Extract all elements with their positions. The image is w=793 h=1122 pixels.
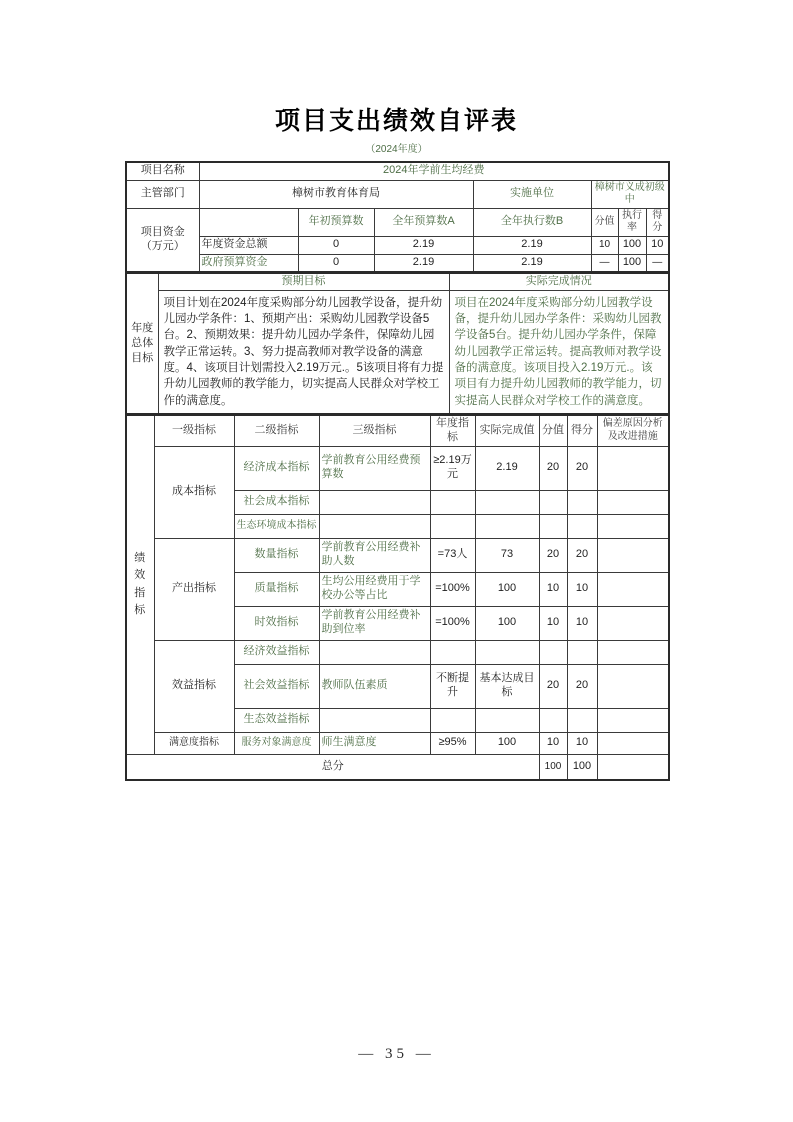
funds-header-score: 得分 bbox=[646, 208, 669, 236]
score-value: 20 bbox=[567, 446, 597, 490]
funds-score: 10 bbox=[646, 236, 669, 254]
indicators-section-label-cell bbox=[126, 415, 154, 754]
level3-label: 教师队伍素质 bbox=[319, 664, 430, 708]
blank-cell bbox=[199, 208, 298, 236]
funds-rate: 100 bbox=[618, 236, 646, 254]
points-value: 10 bbox=[539, 572, 567, 606]
level3-label bbox=[319, 708, 430, 732]
header-score: 得分 bbox=[567, 415, 597, 446]
indicators-header-row bbox=[126, 415, 669, 446]
annual-target: =100% bbox=[430, 572, 475, 606]
expected-goal-text: 项目计划在2024年度采购部分幼儿园教学设备，提升幼儿园办学条件：1、预期产出：采购幼儿园教学设备5台。2、预期效果：提升幼儿园办学条件，保障幼儿园教学正常运转。3、努力提高教师对教学设备的满意度。4、该项目计划需投入2.19万元.。5该项目将有力提升幼儿园教师的教学能力，切实提高人民群众对学校工作的满意度。 bbox=[158, 290, 449, 414]
actual-value bbox=[475, 514, 539, 538]
score-value: 20 bbox=[567, 664, 597, 708]
level3-label: 学前教育公用经费预算数 bbox=[319, 446, 430, 490]
actual-value: 2.19 bbox=[475, 446, 539, 490]
deviation-cell bbox=[597, 490, 669, 514]
funds-header-points: 分值 bbox=[591, 208, 618, 236]
document-title: 项目支出绩效自评表 bbox=[274, 107, 518, 135]
funds-points: 10 bbox=[591, 236, 618, 254]
actual-value: 100 bbox=[475, 572, 539, 606]
level2-label: 数量指标 bbox=[234, 538, 319, 572]
deviation-cell bbox=[597, 708, 669, 732]
project-name-value: 2024年学前生均经费 bbox=[199, 162, 669, 180]
department-row bbox=[126, 180, 669, 208]
level3-label: 学前教育公用经费补助人数 bbox=[319, 538, 430, 572]
document-subtitle: （2024年度） bbox=[365, 144, 428, 155]
funds-header-annual-budget: 全年预算数A bbox=[374, 208, 473, 236]
points-value: 20 bbox=[539, 664, 567, 708]
header-deviation: 偏差原因分析及改进措施 bbox=[597, 415, 669, 446]
level2-label: 生态环境成本指标 bbox=[234, 514, 319, 538]
indicators-section-label: 绩效指标 bbox=[134, 551, 147, 617]
annual-target bbox=[430, 640, 475, 664]
actual-value: 100 bbox=[475, 606, 539, 640]
actual-value bbox=[475, 490, 539, 514]
level2-label: 时效指标 bbox=[234, 606, 319, 640]
annual-target bbox=[430, 490, 475, 514]
header-level3: 三级指标 bbox=[319, 415, 430, 446]
deviation-cell bbox=[597, 572, 669, 606]
deviation-cell bbox=[597, 732, 669, 754]
project-name-row bbox=[126, 162, 669, 180]
deviation-cell bbox=[597, 754, 669, 780]
actual-value bbox=[475, 708, 539, 732]
points-value: 10 bbox=[539, 732, 567, 754]
department-label: 主管部门 bbox=[126, 180, 199, 208]
annual-target: 不断提升 bbox=[430, 664, 475, 708]
funds-rate: 100 bbox=[618, 254, 646, 272]
funds-label-line2: （万元） bbox=[140, 239, 185, 252]
level1-benefit: 效益指标 bbox=[154, 640, 234, 732]
score-value bbox=[567, 490, 597, 514]
department-value: 樟树市教育体育局 bbox=[199, 180, 473, 208]
level3-label bbox=[319, 514, 430, 538]
level2-label: 经济成本指标 bbox=[234, 446, 319, 490]
goal-header-row bbox=[126, 273, 669, 290]
page-number: — 35 — bbox=[358, 1046, 435, 1062]
header-level2: 二级指标 bbox=[234, 415, 319, 446]
annual-target: ≥2.19万元 bbox=[430, 446, 475, 490]
level1-satisfaction: 满意度指标 bbox=[154, 732, 234, 754]
level3-label: 学前教育公用经费补助到位率 bbox=[319, 606, 430, 640]
points-value bbox=[539, 640, 567, 664]
annual-target bbox=[430, 708, 475, 732]
points-value: 10 bbox=[539, 606, 567, 640]
implement-unit-label: 实施单位 bbox=[473, 180, 591, 208]
funds-points: — bbox=[591, 254, 618, 272]
actual-completion-header: 实际完成情况 bbox=[449, 273, 669, 290]
score-value bbox=[567, 514, 597, 538]
funds-row-government-budget bbox=[126, 254, 669, 272]
project-name-label: 项目名称 bbox=[126, 162, 199, 180]
score-value: 10 bbox=[567, 606, 597, 640]
points-value: 20 bbox=[539, 446, 567, 490]
level3-label bbox=[319, 490, 430, 514]
level2-label: 经济效益指标 bbox=[234, 640, 319, 664]
deviation-cell bbox=[597, 514, 669, 538]
points-value bbox=[539, 490, 567, 514]
level3-label: 师生满意度 bbox=[319, 732, 430, 754]
header-actual: 实际完成值 bbox=[475, 415, 539, 446]
indicators-table bbox=[125, 414, 670, 781]
score-value: 10 bbox=[567, 572, 597, 606]
deviation-cell bbox=[597, 640, 669, 664]
funds-row-annual-total bbox=[126, 236, 669, 254]
expected-goal-header: 预期目标 bbox=[158, 273, 449, 290]
level2-label: 质量指标 bbox=[234, 572, 319, 606]
deviation-cell bbox=[597, 538, 669, 572]
indicator-row bbox=[126, 640, 669, 664]
indicator-row bbox=[126, 538, 669, 572]
actual-value: 73 bbox=[475, 538, 539, 572]
deviation-cell bbox=[597, 446, 669, 490]
level2-label: 社会成本指标 bbox=[234, 490, 319, 514]
score-value: 20 bbox=[567, 538, 597, 572]
level2-label: 社会效益指标 bbox=[234, 664, 319, 708]
funds-executed: 2.19 bbox=[473, 254, 591, 272]
actual-value: 基本达成目标 bbox=[475, 664, 539, 708]
score-value: 10 bbox=[567, 732, 597, 754]
actual-value: 100 bbox=[475, 732, 539, 754]
level3-label: 生均公用经费用于学校办公等占比 bbox=[319, 572, 430, 606]
total-points-value: 100 bbox=[539, 754, 567, 780]
header-annual: 年度指标 bbox=[430, 415, 475, 446]
document-page bbox=[125, 0, 668, 781]
funds-header-row bbox=[126, 208, 669, 236]
indicator-row bbox=[126, 446, 669, 490]
funds-initial-budget: 0 bbox=[298, 236, 374, 254]
goal-section-label: 年度总体目标 bbox=[131, 322, 154, 364]
actual-value bbox=[475, 640, 539, 664]
indicator-row bbox=[126, 732, 669, 754]
funds-row-label: 政府预算资金 bbox=[199, 254, 298, 272]
level1-output: 产出指标 bbox=[154, 538, 234, 640]
header-level1: 一级指标 bbox=[154, 415, 234, 446]
total-score-label: 总分 bbox=[126, 754, 539, 780]
level2-label: 服务对象满意度 bbox=[234, 732, 319, 754]
annual-target: =100% bbox=[430, 606, 475, 640]
funds-executed: 2.19 bbox=[473, 236, 591, 254]
funds-initial-budget: 0 bbox=[298, 254, 374, 272]
score-value bbox=[567, 708, 597, 732]
annual-target: =73人 bbox=[430, 538, 475, 572]
total-score-value: 100 bbox=[567, 754, 597, 780]
deviation-cell bbox=[597, 664, 669, 708]
annual-target: ≥95% bbox=[430, 732, 475, 754]
funds-score: — bbox=[646, 254, 669, 272]
funds-header-initial-budget: 年初预算数 bbox=[298, 208, 374, 236]
goal-body-row bbox=[126, 290, 669, 414]
level2-label: 生态效益指标 bbox=[234, 708, 319, 732]
goal-section-label-cell bbox=[126, 273, 158, 414]
funds-header-executed: 全年执行数B bbox=[473, 208, 591, 236]
total-score-row bbox=[126, 754, 669, 780]
deviation-cell bbox=[597, 606, 669, 640]
annual-goal-table bbox=[125, 272, 670, 415]
header-points: 分值 bbox=[539, 415, 567, 446]
funds-section-label bbox=[126, 208, 199, 272]
score-value bbox=[567, 640, 597, 664]
info-funds-table bbox=[125, 161, 670, 273]
annual-target bbox=[430, 514, 475, 538]
funds-row-label: 年度资金总额 bbox=[199, 236, 298, 254]
points-value: 20 bbox=[539, 538, 567, 572]
points-value bbox=[539, 708, 567, 732]
funds-annual-budget: 2.19 bbox=[374, 254, 473, 272]
level3-label bbox=[319, 640, 430, 664]
implement-unit-value: 樟树市义成初级中 bbox=[591, 180, 669, 208]
funds-header-rate: 执行率 bbox=[618, 208, 646, 236]
funds-label-line1: 项目资金 bbox=[140, 226, 185, 238]
level1-cost: 成本指标 bbox=[154, 446, 234, 538]
funds-annual-budget: 2.19 bbox=[374, 236, 473, 254]
actual-completion-text: 项目在2024年度采购部分幼儿园教学设备，提升幼儿园办学条件：采购幼儿园教学设备5台。提升幼儿园办学条件，保障幼儿园教学正常运转。提高教师对教学设备的满意度。该项目投入2.19万元.。该项目有力提升幼儿园教师的教学能力，切实提高人民群众对学校工作的满意度。 bbox=[449, 290, 669, 414]
points-value bbox=[539, 514, 567, 538]
